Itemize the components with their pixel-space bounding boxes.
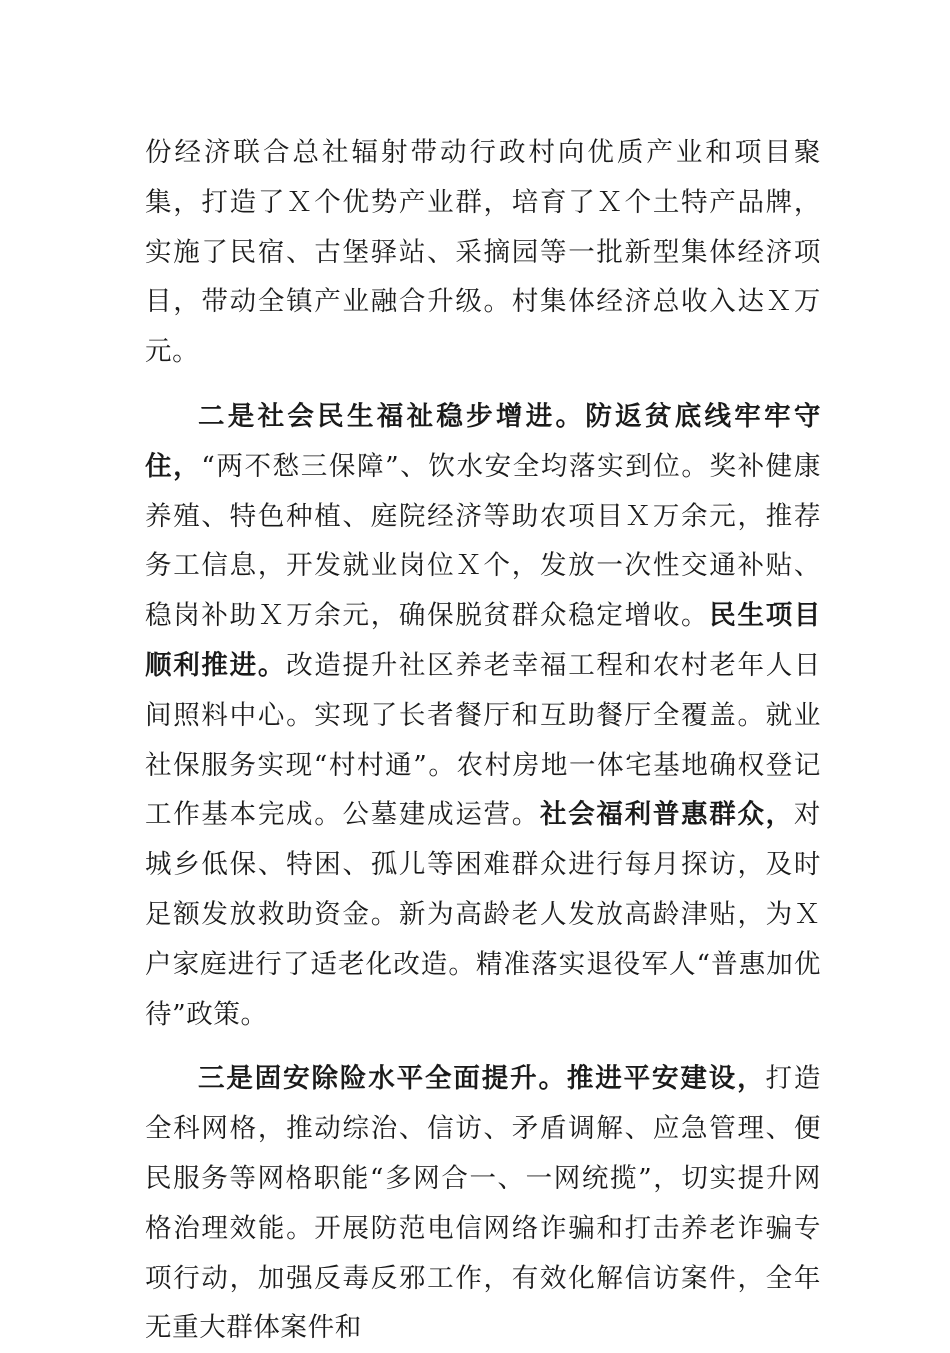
paragraph-1: [145, 128, 821, 377]
paragraph-3-text: 打造全科网格，推动综治、信访、矛盾调解、应急管理、便民服务等网格职能“多网合一、一网统揽”，切实提升网格治理效能。开展防范电信网络诈骗和打击养老诈骗专项行动，加强反毒反邪工作，有效化解信访案件，全年无重大群体案件和: [145, 1063, 822, 1344]
paragraph-2-subheading-livelihood: 民生项目顺利推进。: [145, 600, 822, 681]
document-body: [145, 128, 821, 1353]
paragraph-2-text-a: “两不愁三保障”、饮水安全均落实到位。奖补健康养殖、特色种植、庭院经济等助农项目Ｘ万余元，推荐务工信息，开发就业岗位Ｘ个，发放一次性交通补贴、稳岗补助Ｘ万余元，确保脱贫群众稳定增收。: [145, 450, 821, 632]
paragraph-2-heading: 二是社会民生福祉稳步增进。防返贫底线牢牢守住，: [145, 400, 821, 482]
paragraph-2-subheading-welfare: 社会福利普惠群众，: [539, 799, 794, 831]
paragraph-1-text: 份经济联合总社辐射带动行政村向优质产业和项目聚集，打造了Ｘ个优势产业群，培育了Ｘ个土特产品牌，实施了民宿、古堡驿站、采摘园等一批新型集体经济项目，带动全镇产业融合升级。村集体经济总收入达Ｘ万元。: [145, 137, 821, 368]
paragraph-2-text-b: 改造提升社区养老幸福工程和农村老年人日间照料中心。实现了长者餐厅和互助餐厅全覆盖。就业社保服务实现“村村通”。农村房地一体宅基地确权登记工作基本完成。公墓建成运营。: [145, 649, 822, 831]
paragraph-3: [145, 1054, 821, 1353]
paragraph-2-text-c: 对城乡低保、特困、孤儿等困难群众进行每月探访，及时足额发放救助资金。新为高龄老人发放高龄津贴，为Ｘ户家庭进行了适老化改造。精准落实退役军人“普惠加优待”政策。: [145, 799, 822, 1030]
paragraph-3-heading: 三是固安除险水平全面提升。推进平安建设，: [198, 1063, 766, 1095]
paragraph-2: [145, 392, 821, 1039]
